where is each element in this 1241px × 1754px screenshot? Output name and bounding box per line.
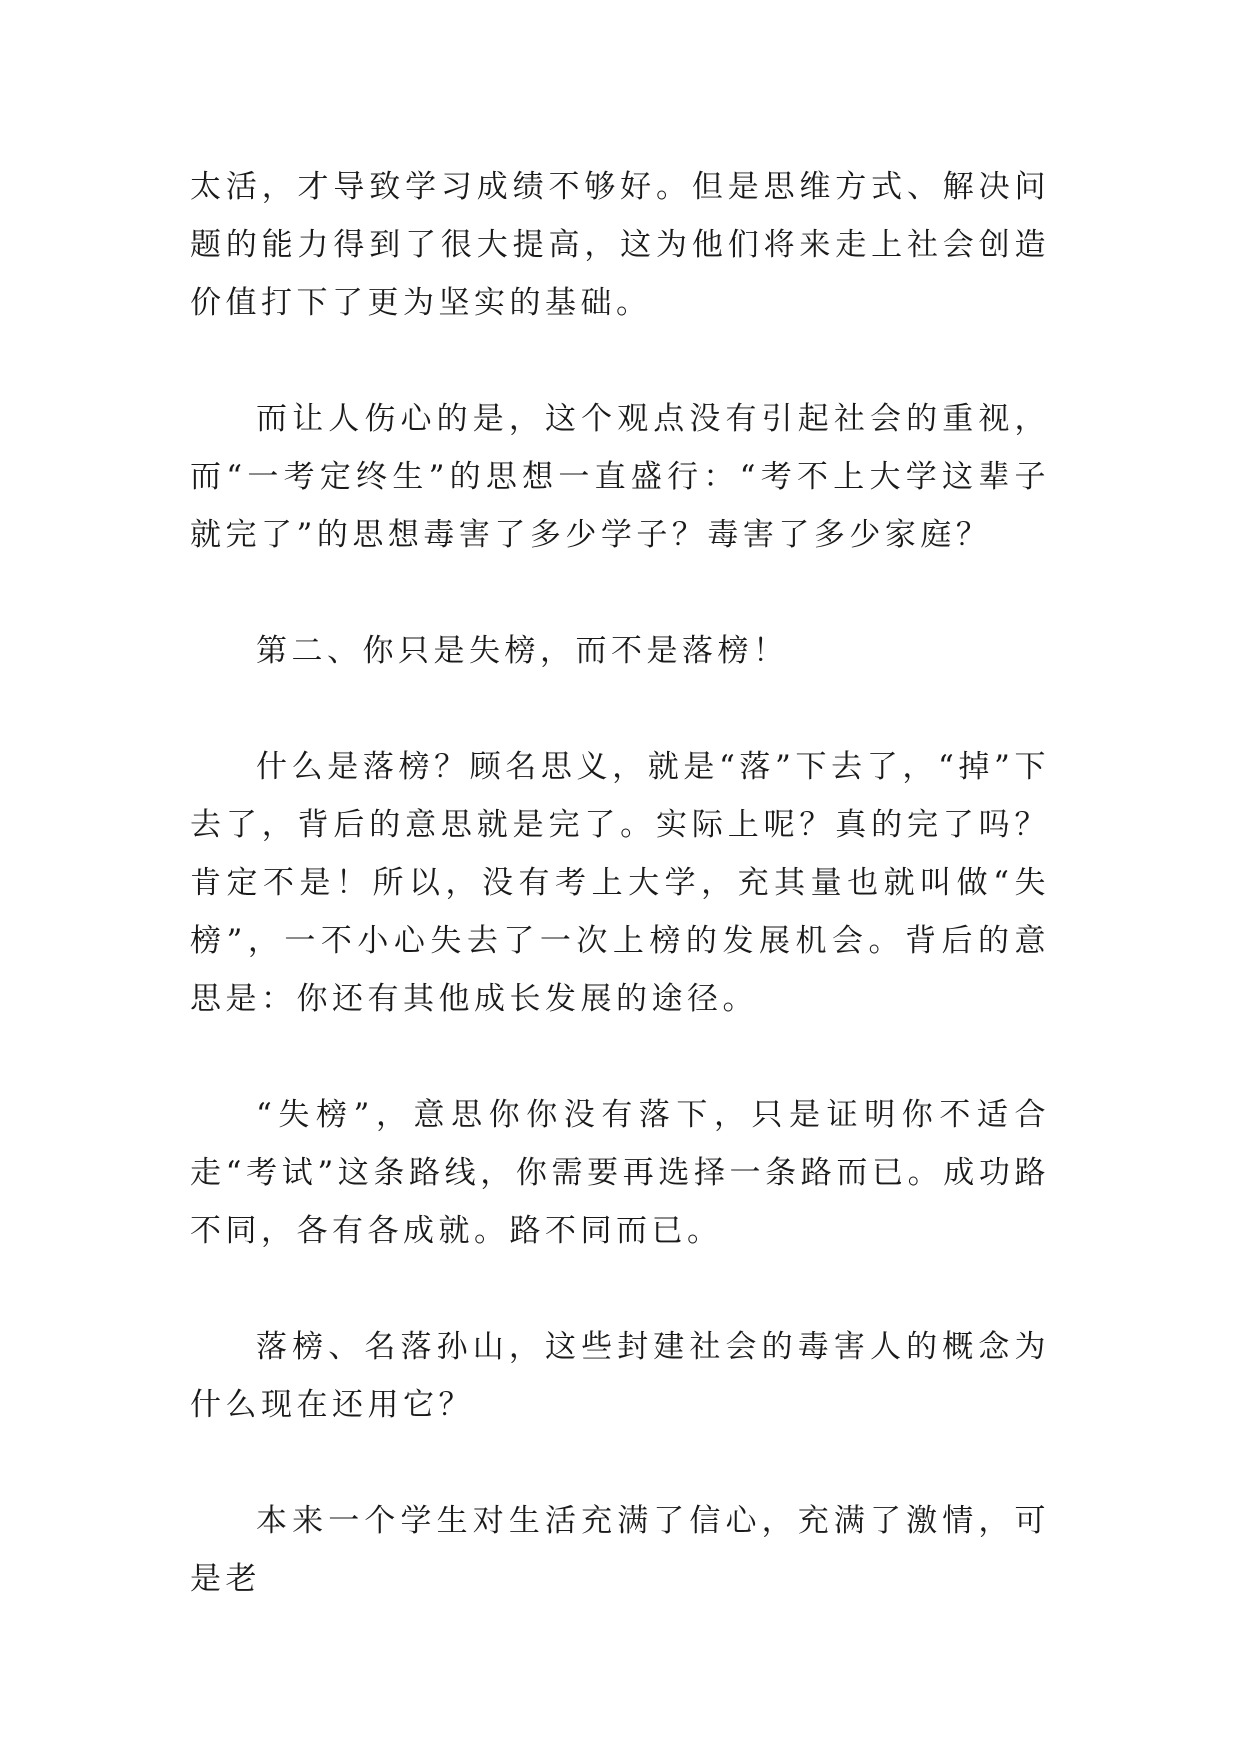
paragraph-1: 太活，才导致学习成绩不够好。但是思维方式、解决问题的能力得到了很大提高，这为他们将来走上社会创造价值打下了更为坚实的基础。 — [190, 169, 1050, 321]
paragraph-5: “失榜”，意思你你没有落下，只是证明你不适合走“考试”这条路线，你需要再选择一条路而已。成功路不同，各有各成就。路不同而已。 — [190, 1097, 1050, 1249]
document-body — [190, 158, 1050, 1666]
paragraph-4: 什么是落榜？顾名思义，就是“落”下去了，“掉”下去了，背后的意思就是完了。实际上呢？真的完了吗？肯定不是！所以，没有考上大学，充其量也就叫做“失榜”，一不小心失去了一次上榜的发展机会。背后的意思是：你还有其他成长发展的途径。 — [190, 749, 1050, 1017]
paragraph-7: 本来一个学生对生活充满了信心，充满了激情，可是老 — [190, 1503, 1050, 1597]
paragraph-2: 而让人伤心的是，这个观点没有引起社会的重视，而“一考定终生”的思想一直盛行：“考不上大学这辈子就完了”的思想毒害了多少学子？毒害了多少家庭？ — [190, 401, 1050, 553]
section-heading: 第二、你只是失榜，而不是落榜！ — [256, 633, 789, 669]
paragraph-6: 落榜、名落孙山，这些封建社会的毒害人的概念为什么现在还用它？ — [190, 1329, 1050, 1423]
